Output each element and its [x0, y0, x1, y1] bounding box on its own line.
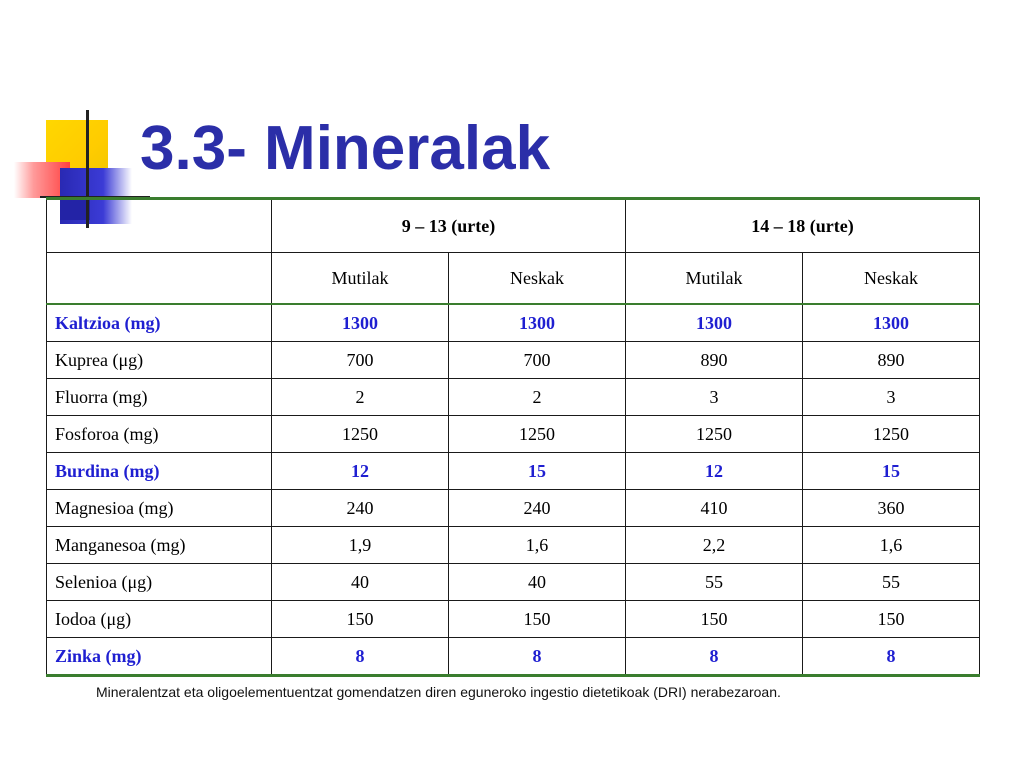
value-cell: 890: [803, 342, 980, 379]
value-cell: 1300: [803, 304, 980, 342]
header-sex-cell: Neskak: [449, 253, 626, 305]
table-header-age-row: [47, 199, 980, 253]
mineral-name-cell: Fluorra (mg): [47, 379, 272, 416]
table-row: [47, 490, 980, 527]
header-corner-cell: [47, 199, 272, 253]
mineral-name-cell: Fosforoa (mg): [47, 416, 272, 453]
value-cell: 8: [626, 638, 803, 676]
table-row: [47, 564, 980, 601]
header-sex-cell: Mutilak: [626, 253, 803, 305]
value-cell: 2,2: [626, 527, 803, 564]
table-caption: Mineralentzat eta oligoelementuentzat gomendatzen diren eguneroko ingestio dietetikoak (DRI) nerabezaroan.: [96, 684, 781, 700]
mineral-name-cell: Zinka (mg): [47, 638, 272, 676]
value-cell: 1250: [449, 416, 626, 453]
value-cell: 410: [626, 490, 803, 527]
value-cell: 2: [272, 379, 449, 416]
value-cell: 1250: [626, 416, 803, 453]
table-row: [47, 379, 980, 416]
value-cell: 1,6: [803, 527, 980, 564]
value-cell: 700: [449, 342, 626, 379]
value-cell: 3: [626, 379, 803, 416]
value-cell: 1300: [449, 304, 626, 342]
value-cell: 8: [449, 638, 626, 676]
value-cell: 360: [803, 490, 980, 527]
value-cell: 12: [626, 453, 803, 490]
value-cell: 240: [272, 490, 449, 527]
mineral-name-cell: Manganesoa (mg): [47, 527, 272, 564]
value-cell: 2: [449, 379, 626, 416]
value-cell: 150: [803, 601, 980, 638]
table-row: [47, 416, 980, 453]
mineral-name-cell: Burdina (mg): [47, 453, 272, 490]
value-cell: 1300: [626, 304, 803, 342]
header-sex-cell: Neskak: [803, 253, 980, 305]
table-row: [47, 342, 980, 379]
value-cell: 8: [272, 638, 449, 676]
value-cell: 1,6: [449, 527, 626, 564]
table-row: [47, 527, 980, 564]
table-row: [47, 638, 980, 676]
value-cell: 55: [803, 564, 980, 601]
value-cell: 150: [626, 601, 803, 638]
value-cell: 1300: [272, 304, 449, 342]
value-cell: 3: [803, 379, 980, 416]
value-cell: 150: [449, 601, 626, 638]
mineral-name-cell: Kuprea (μg): [47, 342, 272, 379]
header-sex-cell: Mutilak: [272, 253, 449, 305]
value-cell: 8: [803, 638, 980, 676]
table-row: [47, 601, 980, 638]
header-age-group-2: 14 – 18 (urte): [626, 199, 980, 253]
table-row: [47, 453, 980, 490]
value-cell: 890: [626, 342, 803, 379]
value-cell: 12: [272, 453, 449, 490]
mineral-name-cell: Magnesioa (mg): [47, 490, 272, 527]
table-row: [47, 304, 980, 342]
value-cell: 40: [449, 564, 626, 601]
mineral-name-cell: Kaltzioa (mg): [47, 304, 272, 342]
value-cell: 40: [272, 564, 449, 601]
mineral-name-cell: Iodoa (μg): [47, 601, 272, 638]
value-cell: 700: [272, 342, 449, 379]
minerals-table: [46, 197, 980, 677]
table-header-sex-row: [47, 253, 980, 305]
value-cell: 1,9: [272, 527, 449, 564]
header-age-group-1: 9 – 13 (urte): [272, 199, 626, 253]
value-cell: 55: [626, 564, 803, 601]
value-cell: 1250: [803, 416, 980, 453]
header-empty-cell: [47, 253, 272, 305]
slide-title: 3.3- Mineralak: [140, 114, 551, 183]
value-cell: 150: [272, 601, 449, 638]
value-cell: 15: [449, 453, 626, 490]
value-cell: 240: [449, 490, 626, 527]
value-cell: 1250: [272, 416, 449, 453]
mineral-name-cell: Selenioa (μg): [47, 564, 272, 601]
value-cell: 15: [803, 453, 980, 490]
